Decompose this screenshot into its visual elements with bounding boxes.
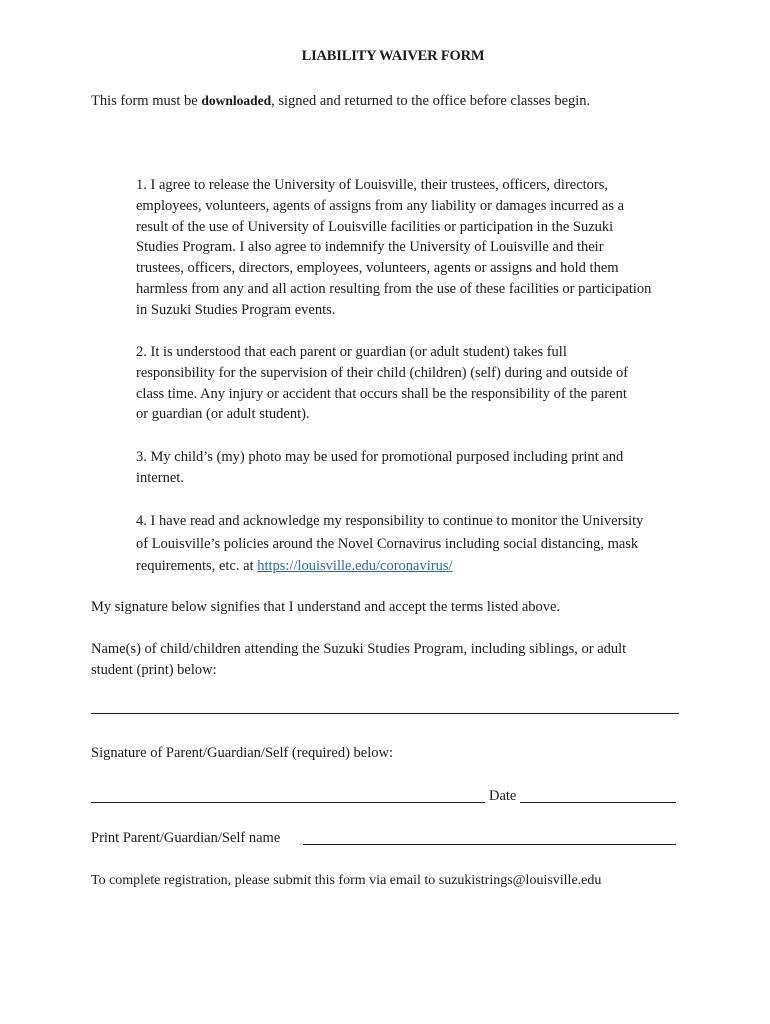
term-2-line: 2. It is understood that each parent or guardian (or adult student) takes full — [136, 344, 567, 360]
term-1-line: 1. I agree to release the University of Louisville, their trustees, officers, directors, — [136, 177, 609, 193]
acknowledgement-text: My signature below signifies that I understand and accept the terms listed above. — [91, 599, 561, 615]
term-2-line: responsibility for the supervision of their child (children) (self) during and outside of — [136, 364, 629, 381]
signature-label: Signature of Parent/Guardian/Self (required) below: — [91, 745, 393, 761]
term-3-line: 3. My child’s (my) photo may be used for promotional purposed including print and — [136, 449, 624, 465]
term-1-line: in Suzuki Studies Program events. — [136, 301, 336, 318]
term-1-line: result of the use of University of Louisville facilities or participation in the Suzuki — [136, 218, 614, 235]
term-1-line: employees, volunteers, agents of assigns from any liability or damages incurred as a — [136, 197, 625, 214]
page-title: LIABILITY WAIVER FORM — [301, 48, 485, 64]
term-1-line: Studies Program. I also agree to indemnify the University of Louisville and their — [136, 239, 604, 256]
term-4 — [136, 510, 696, 578]
term-2-line: or guardian (or adult student). — [136, 406, 310, 423]
print-name-label: Print Parent/Guardian/Self name — [91, 830, 281, 846]
date-field[interactable] — [520, 802, 676, 803]
names-prompt-line: student (print) below: — [91, 662, 217, 678]
term-4-line: 4. I have read and acknowledge my responsibility to continue to monitor the University — [136, 513, 644, 529]
term-1-line: trustees, officers, directors, employees, volunteers, agents or assigns and hold them — [136, 260, 619, 277]
names-prompt-line: Name(s) of child/children attending the Suzuki Studies Program, including siblings, or adult — [91, 641, 627, 657]
child-names-field[interactable] — [91, 713, 679, 714]
date-label: Date — [489, 788, 517, 804]
intro-bold: downloaded — [201, 93, 272, 108]
term-4-prefix: requirements, etc. at — [136, 558, 258, 574]
term-2-line: class time. Any injury or accident that occurs shall be the responsibility of the parent — [136, 385, 627, 402]
signature-field[interactable] — [91, 802, 485, 803]
term-2 — [136, 342, 696, 425]
term-1-line: harmless from any and all action resulting from the use of these facilities or participation — [136, 280, 652, 297]
intro-text — [91, 90, 590, 112]
term-4-line: of Louisville’s policies around the Novel Cornavirus including social distancing, mask — [136, 535, 639, 552]
term-4-line — [136, 555, 696, 578]
intro-after: , signed and returned to the office before classes begin. — [271, 93, 591, 109]
coronavirus-link[interactable]: https://louisville.edu/coronavirus/ — [257, 558, 453, 574]
term-3 — [136, 447, 696, 489]
intro-before: This form must be — [91, 93, 202, 109]
term-1 — [136, 175, 696, 321]
print-name-field[interactable] — [303, 844, 676, 845]
term-3-line: internet. — [136, 469, 184, 486]
footer-instructions: To complete registration, please submit this form via email to suzukistrings@louisville.edu — [91, 873, 602, 888]
